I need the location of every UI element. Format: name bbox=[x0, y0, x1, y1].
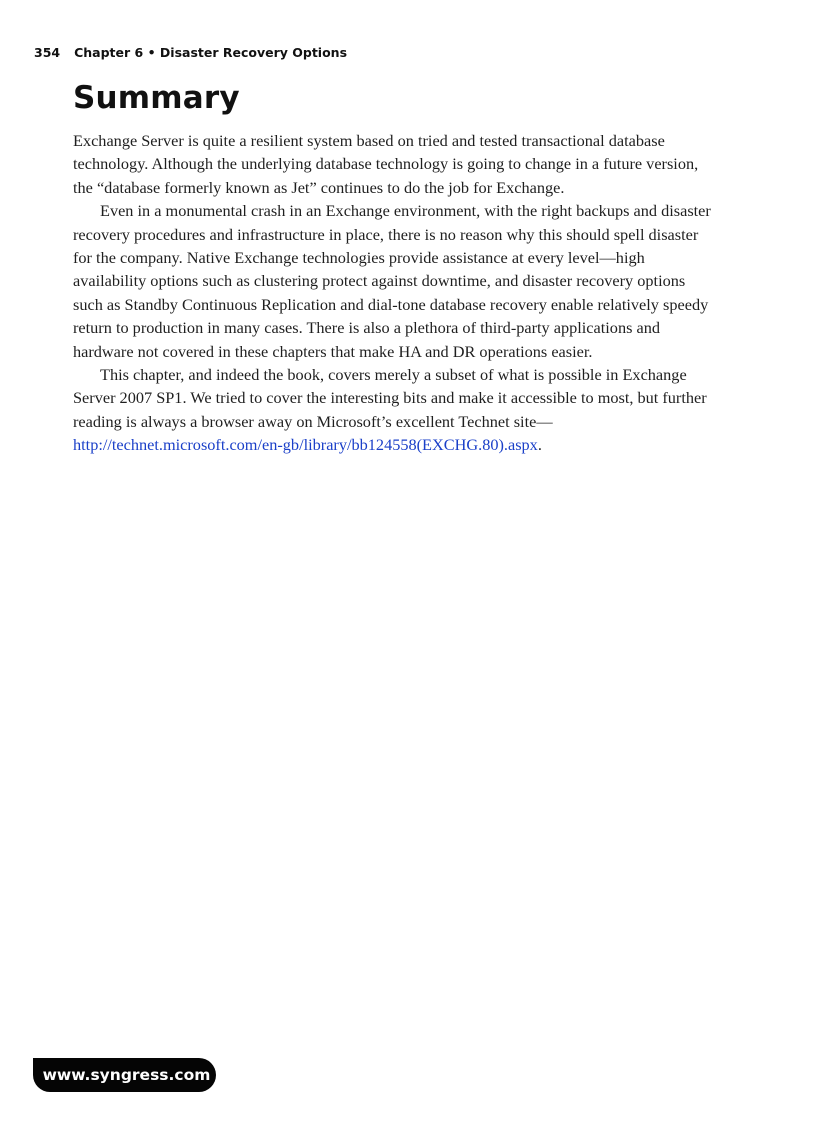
paragraph-1: Exchange Server is quite a resilient system based on tried and tested transactional database technology. Although the underlying database technology is going to change in a future version, the “database formerly known as Jet” continues to do the job for Exchange. bbox=[73, 131, 699, 197]
paragraph-3 bbox=[73, 363, 718, 457]
paragraph-2: Even in a monumental crash in an Exchange environment, with the right backups and disaster recovery procedures and infrastructure in place, there is no reason why this should spell disaster for the company. Native Exchange technologies provide assistance at every level—high availability options such as clustering protect against downtime, and disaster recovery options such as Standby Continuous Replication and dial-tone database recovery enable relatively speedy return to production in many cases. There is also a plethora of third-party applications and hardware not covered in these chapters that make HA and DR operations easier. bbox=[73, 201, 711, 361]
paragraph-3-trailing: . bbox=[537, 435, 542, 455]
body-text bbox=[73, 129, 718, 457]
page-number: 354 bbox=[34, 45, 61, 60]
running-header bbox=[34, 45, 347, 60]
technet-link[interactable]: http://technet.microsoft.com/en-gb/library/bb124558(EXCHG.80).aspx bbox=[73, 435, 538, 455]
website-footer-badge: www.syngress.com bbox=[33, 1058, 216, 1092]
paragraph-3-text: This chapter, and indeed the book, covers merely a subset of what is possible in Exchange Server 2007 SP1. We tried to cover the interesting bits and make it accessible to most, but further reading is always a browser away on Microsoft’s excellent Technet site— bbox=[73, 365, 707, 431]
section-heading: Summary bbox=[73, 80, 240, 116]
chapter-title: Chapter 6 • Disaster Recovery Options bbox=[74, 45, 348, 60]
